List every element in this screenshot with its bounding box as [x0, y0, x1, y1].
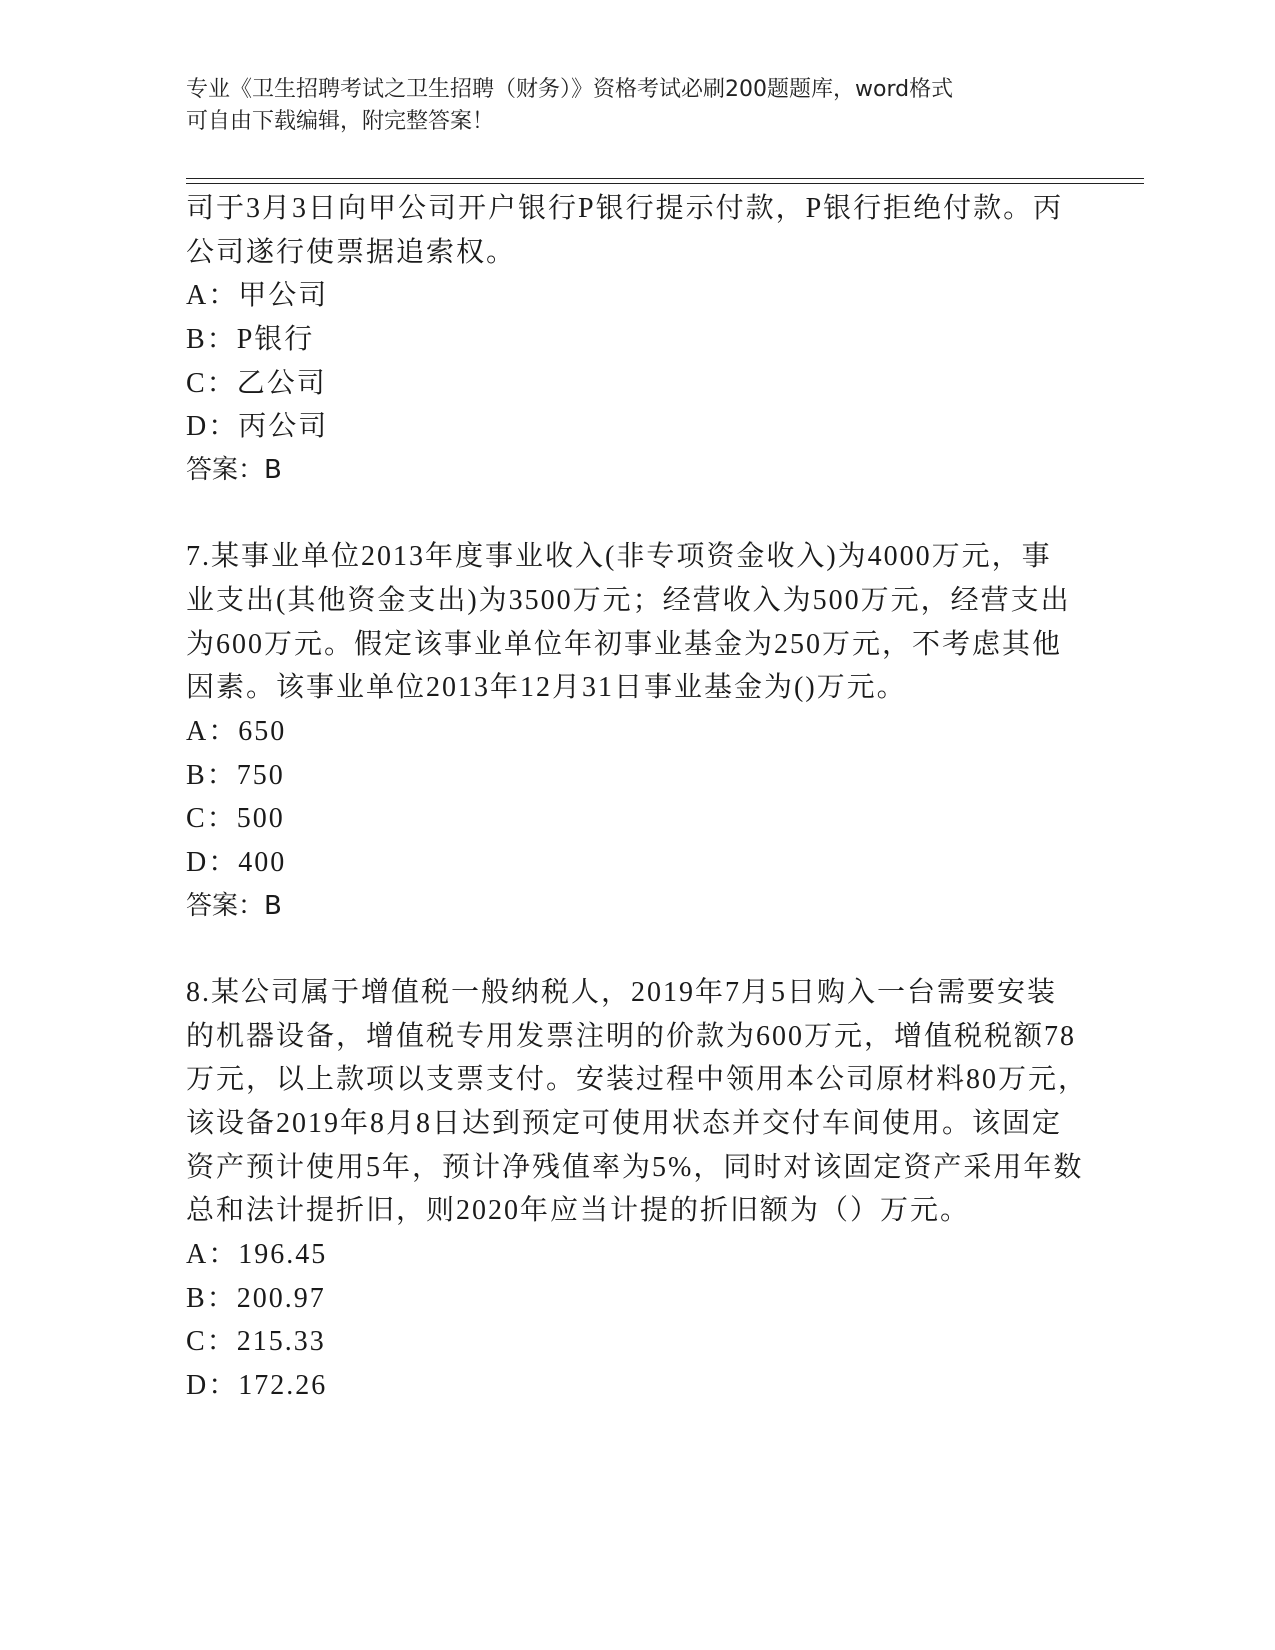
- fragment-option-b: [186, 317, 314, 357]
- fragment-line-1: 司于3月3日向甲公司开户银行P银行提示付款，P银行拒绝付款。丙: [186, 193, 1064, 224]
- option-value: 750: [236, 760, 285, 791]
- option-label: D：: [186, 847, 239, 878]
- option-label: A：: [186, 280, 239, 311]
- q8-line-4: 该设备2019年8月8日达到预定可使用状态并交付车间使用。该固定: [186, 1108, 1063, 1139]
- option-label: B：: [186, 324, 237, 355]
- q7-line-1: 7.某事业单位2013年度事业收入(非专项资金收入)为4000万元，事: [186, 541, 1052, 572]
- option-value: P银行: [236, 324, 315, 355]
- option-value: 甲公司: [238, 280, 329, 311]
- q7-option-c: [186, 796, 285, 836]
- header-title-line-1: 专业《卫生招聘考试之卫生招聘（财务）》资格考试必刷200题题库，word格式: [186, 77, 954, 102]
- q7-line-2: 业支出(其他资金支出)为3500万元；经营收入为500万元，经营支出: [186, 585, 1071, 616]
- fragment-option-a: [186, 273, 328, 313]
- option-label: D：: [186, 411, 239, 442]
- q8-line-6: 总和法计提折旧，则2020年应当计提的折旧额为（）万元。: [186, 1195, 971, 1226]
- q8-line-3: 万元，以上款项以支票支付。安装过程中领用本公司原材料80万元，: [186, 1064, 1089, 1095]
- option-label: A：: [186, 716, 239, 747]
- option-value: 400: [238, 847, 287, 878]
- q8-option-d: [186, 1363, 327, 1403]
- option-label: C：: [186, 803, 237, 834]
- option-value: 215.33: [236, 1326, 326, 1357]
- option-label: A：: [186, 1239, 239, 1270]
- q7-option-b: [186, 753, 285, 793]
- option-label: D：: [186, 1370, 239, 1401]
- option-value: 650: [238, 716, 287, 747]
- document-header: [186, 74, 1066, 138]
- q8-line-1: 8.某公司属于增值税一般纳税人，2019年7月5日购入一台需要安装: [186, 977, 1058, 1008]
- fragment-option-c: [186, 361, 327, 401]
- q8-option-b: [186, 1276, 326, 1316]
- header-divider-bottom: [186, 183, 1144, 184]
- option-label: C：: [186, 368, 237, 399]
- q7-option-a: [186, 709, 286, 749]
- fragment-option-d: [186, 404, 328, 444]
- q8-line-5: 资产预计使用5年，预计净残值率为5%，同时对该固定资产采用年数: [186, 1152, 1084, 1183]
- option-value: 丙公司: [238, 411, 329, 442]
- header-divider-top: [186, 178, 1144, 179]
- fragment-answer: 答案：B: [186, 455, 282, 485]
- q7-answer: 答案：B: [186, 891, 282, 921]
- option-label: B：: [186, 1283, 237, 1314]
- q8-option-a: [186, 1232, 327, 1272]
- q8-line-2: 的机器设备，增值税专用发票注明的价款为600万元，增值税税额78: [186, 1021, 1077, 1052]
- option-value: 乙公司: [236, 368, 327, 399]
- option-value: 200.97: [236, 1283, 326, 1314]
- option-value: 172.26: [238, 1370, 328, 1401]
- option-value: 196.45: [238, 1239, 328, 1270]
- q7-line-3: 为600万元。假定该事业单位年初事业基金为250万元，不考虑其他: [186, 629, 1063, 660]
- option-label: B：: [186, 760, 237, 791]
- header-title-line-2: 可自由下载编辑，附完整答案！: [186, 109, 495, 134]
- option-value: 500: [236, 803, 285, 834]
- option-label: C：: [186, 1326, 237, 1357]
- q7-option-d: [186, 840, 286, 880]
- q8-option-c: [186, 1319, 326, 1359]
- fragment-line-2: 公司遂行使票据追索权。: [186, 237, 517, 268]
- q7-line-4: 因素。该事业单位2013年12月31日事业基金为()万元。: [186, 672, 907, 703]
